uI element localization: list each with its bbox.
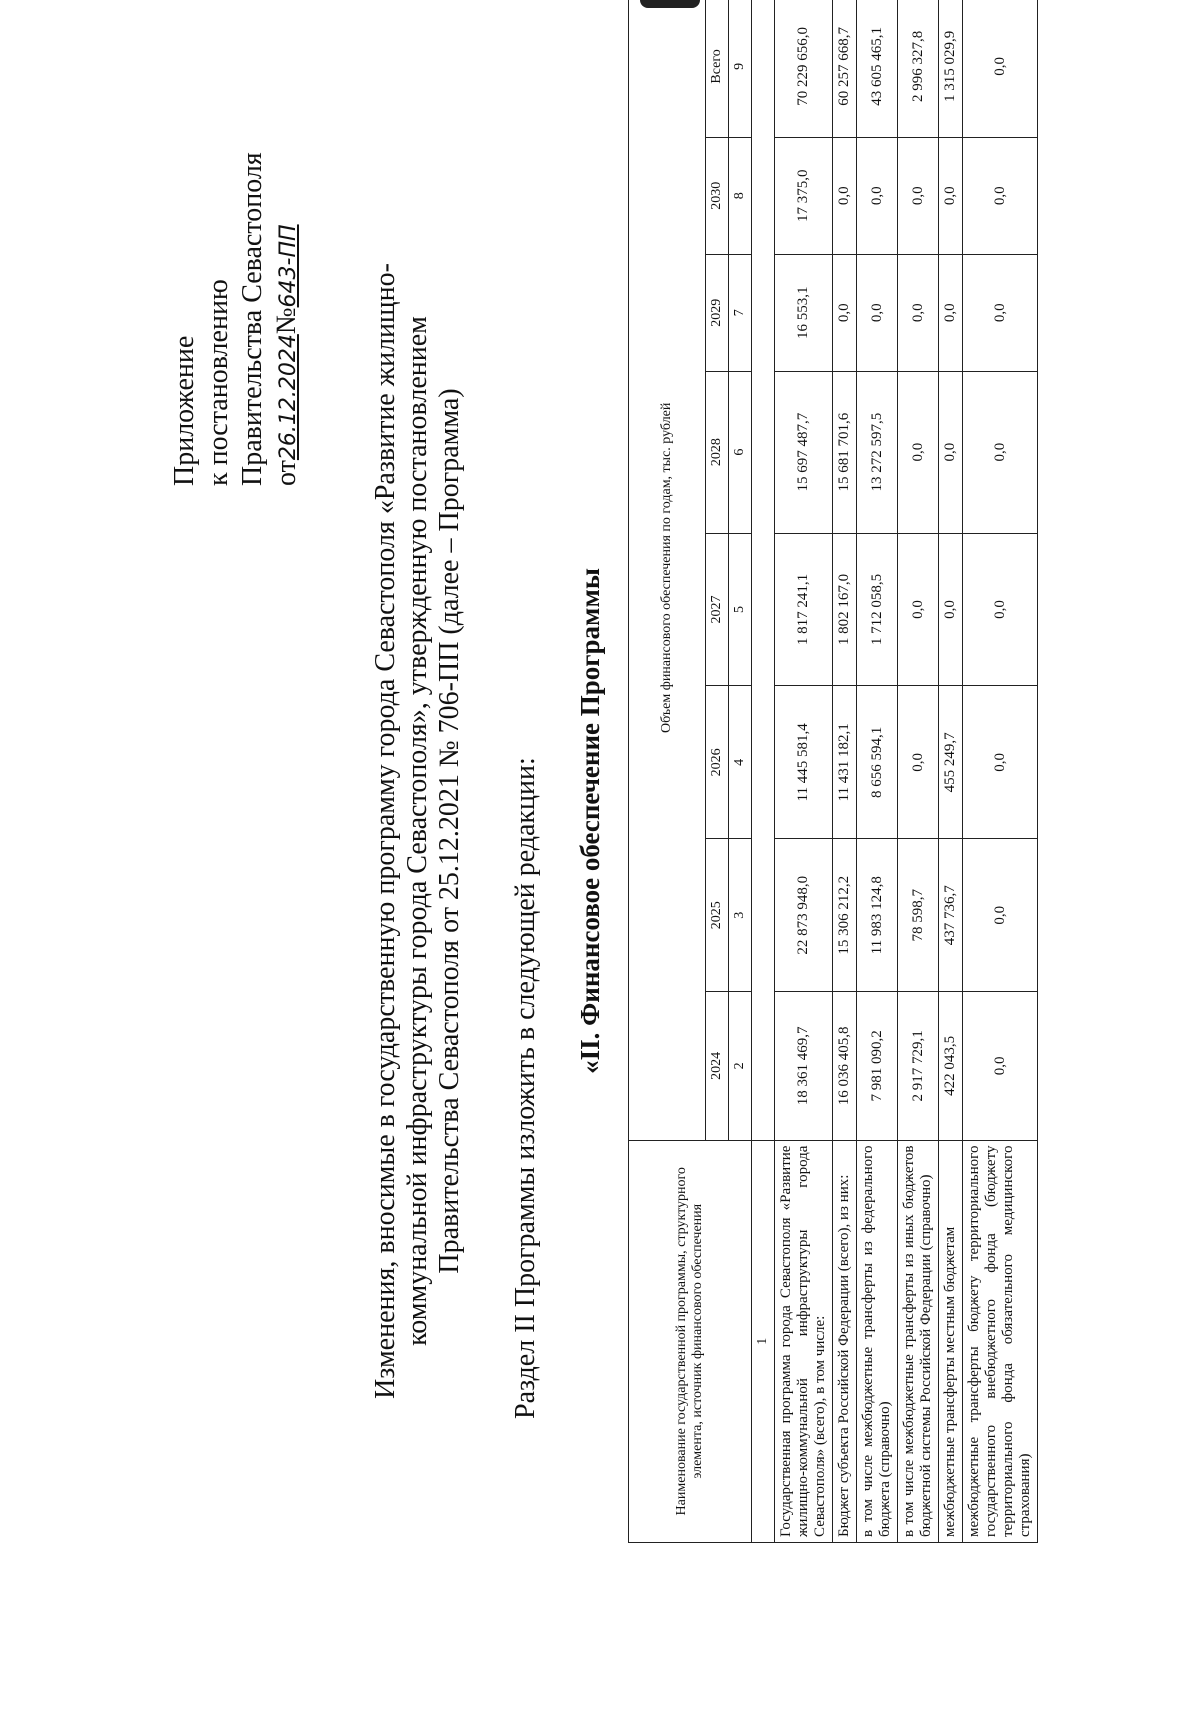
header-row-1 bbox=[629, 0, 706, 1543]
col-number: 5 bbox=[729, 533, 752, 686]
value-cell: 8 656 594,1 bbox=[857, 686, 898, 839]
col-number: 1 bbox=[752, 1140, 775, 1542]
value-cell: 0,0 bbox=[857, 254, 898, 371]
value-cell: 0,0 bbox=[857, 137, 898, 254]
row-label: Бюджет субъекта Российской Федерации (всего), из них: bbox=[833, 1140, 857, 1542]
value-cell: 11 983 124,8 bbox=[857, 839, 898, 992]
col-number: 2 bbox=[729, 992, 752, 1140]
year-2025: 2025 bbox=[706, 839, 729, 992]
value-cell: 0,0 bbox=[963, 839, 1038, 992]
row-label: в том числе межбюджетные трансферты из иных бюджетов бюджетной системы Российской Федерации (справочно) bbox=[898, 1140, 939, 1542]
value-cell: 15 697 487,7 bbox=[775, 371, 833, 533]
row-label: межбюджетные трансферты бюджету территориального государственного внебюджетного фонда (бюджету территориального фонда обязательного медицинского страхования) bbox=[963, 1140, 1038, 1542]
number-prefix: № bbox=[271, 307, 302, 335]
value-cell: 60 257 668,7 bbox=[833, 0, 857, 137]
date-prefix: от bbox=[271, 460, 302, 486]
value-cell: 15 306 212,2 bbox=[833, 839, 857, 992]
volume-header: Объем финансового обеспечения по годам, тыс. рублей bbox=[629, 0, 706, 1140]
row-label: в том числе межбюджетные трансферты из федерального бюджета (справочно) bbox=[857, 1140, 898, 1542]
table-row bbox=[963, 0, 1038, 1543]
value-cell: 422 043,5 bbox=[939, 992, 963, 1140]
appendix-line-1: Приложение bbox=[169, 335, 200, 486]
value-cell: 0,0 bbox=[963, 0, 1038, 137]
year-2030: 2030 bbox=[706, 137, 729, 254]
value-cell: 22 873 948,0 bbox=[775, 839, 833, 992]
year-2024: 2024 bbox=[706, 992, 729, 1140]
year-2027: 2027 bbox=[706, 533, 729, 686]
value-cell: 0,0 bbox=[963, 533, 1038, 686]
section-title: «II. Финансовое обеспечение Программы bbox=[575, 568, 605, 1074]
value-cell: 1 712 058,5 bbox=[857, 533, 898, 686]
handwritten-number: 643-ПП bbox=[276, 224, 301, 308]
value-cell: 1 315 029,9 bbox=[939, 0, 963, 137]
value-cell: 0,0 bbox=[963, 137, 1038, 254]
value-cell: 0,0 bbox=[898, 254, 939, 371]
row-label: межбюджетные трансферты местным бюджетам bbox=[939, 1140, 963, 1542]
appendix-line-3: Правительства Севастополя bbox=[237, 152, 268, 486]
value-cell: 0,0 bbox=[898, 137, 939, 254]
value-cell: 0,0 bbox=[833, 254, 857, 371]
value-cell: 2 917 729,1 bbox=[898, 992, 939, 1140]
value-cell: 43 605 465,1 bbox=[857, 0, 898, 137]
value-cell: 0,0 bbox=[939, 137, 963, 254]
table-row bbox=[939, 0, 963, 1543]
value-cell: 0,0 bbox=[963, 686, 1038, 839]
value-cell: 0,0 bbox=[939, 533, 963, 686]
value-cell: 17 375,0 bbox=[775, 137, 833, 254]
appendix-block bbox=[168, 152, 306, 486]
value-cell: 0,0 bbox=[939, 254, 963, 371]
value-cell: 0,0 bbox=[833, 137, 857, 254]
value-cell: 11 431 182,1 bbox=[833, 686, 857, 839]
col-name-header: Наименование государственной программы, структурного элемента, источник финансового обеспечения bbox=[629, 1140, 752, 1542]
table-row bbox=[775, 0, 833, 1543]
handwritten-date: 26.12.2024 bbox=[276, 334, 301, 461]
financing-table bbox=[628, 0, 1038, 1543]
col-number: 9 bbox=[729, 0, 752, 137]
value-cell: 78 598,7 bbox=[898, 839, 939, 992]
col-number: 3 bbox=[729, 839, 752, 992]
document-heading: Изменения, вносимые в государственную программу города Севастополя «Развитие жилищно-коммунальной инфраструктуры города Севастополя», утвержденную постановлением Правительства Севастополя от 25.12.2021 № 706-ПП (далее – Программа) bbox=[370, 263, 465, 1399]
col-number: 4 bbox=[729, 686, 752, 839]
value-cell: 2 996 327,8 bbox=[898, 0, 939, 137]
col-number: 8 bbox=[729, 137, 752, 254]
value-cell: 0,0 bbox=[939, 371, 963, 533]
year-total: Всего bbox=[706, 0, 729, 137]
value-cell: 0,0 bbox=[898, 686, 939, 839]
year-2028: 2028 bbox=[706, 371, 729, 533]
row-label: Государственная программа города Севастополя «Развитие жилищно-коммунальной инфраструктуры города Севастополя» (всего), в том числе: bbox=[775, 1140, 833, 1542]
value-cell: 70 229 656,0 bbox=[775, 0, 833, 137]
value-cell: 455 249,7 bbox=[939, 686, 963, 839]
spacer-cell bbox=[752, 0, 775, 1140]
table-row bbox=[898, 0, 939, 1543]
value-cell: 437 736,7 bbox=[939, 839, 963, 992]
appendix-line-2: к постановлению bbox=[203, 279, 234, 486]
value-cell: 0,0 bbox=[963, 371, 1038, 533]
value-cell: 0,0 bbox=[963, 992, 1038, 1140]
year-2029: 2029 bbox=[706, 254, 729, 371]
value-cell: 0,0 bbox=[963, 254, 1038, 371]
value-cell: 7 981 090,2 bbox=[857, 992, 898, 1140]
year-2026: 2026 bbox=[706, 686, 729, 839]
value-cell: 1 802 167,0 bbox=[833, 533, 857, 686]
col-number: 7 bbox=[729, 254, 752, 371]
value-cell: 1 817 241,1 bbox=[775, 533, 833, 686]
value-cell: 13 272 597,5 bbox=[857, 371, 898, 533]
value-cell: 16 036 405,8 bbox=[833, 992, 857, 1140]
value-cell: 11 445 581,4 bbox=[775, 686, 833, 839]
value-cell: 0,0 bbox=[898, 371, 939, 533]
value-cell: 15 681 701,6 bbox=[833, 371, 857, 533]
value-cell: 16 553,1 bbox=[775, 254, 833, 371]
appendix-line-4 bbox=[270, 152, 306, 486]
section-instruction: Раздел II Программы изложить в следующей редакции: bbox=[510, 757, 541, 1419]
table-row bbox=[833, 0, 857, 1543]
col-number: 6 bbox=[729, 371, 752, 533]
value-cell: 18 361 469,7 bbox=[775, 992, 833, 1140]
table-row bbox=[857, 0, 898, 1543]
value-cell: 0,0 bbox=[898, 533, 939, 686]
header-row-colnum-1 bbox=[752, 0, 775, 1543]
